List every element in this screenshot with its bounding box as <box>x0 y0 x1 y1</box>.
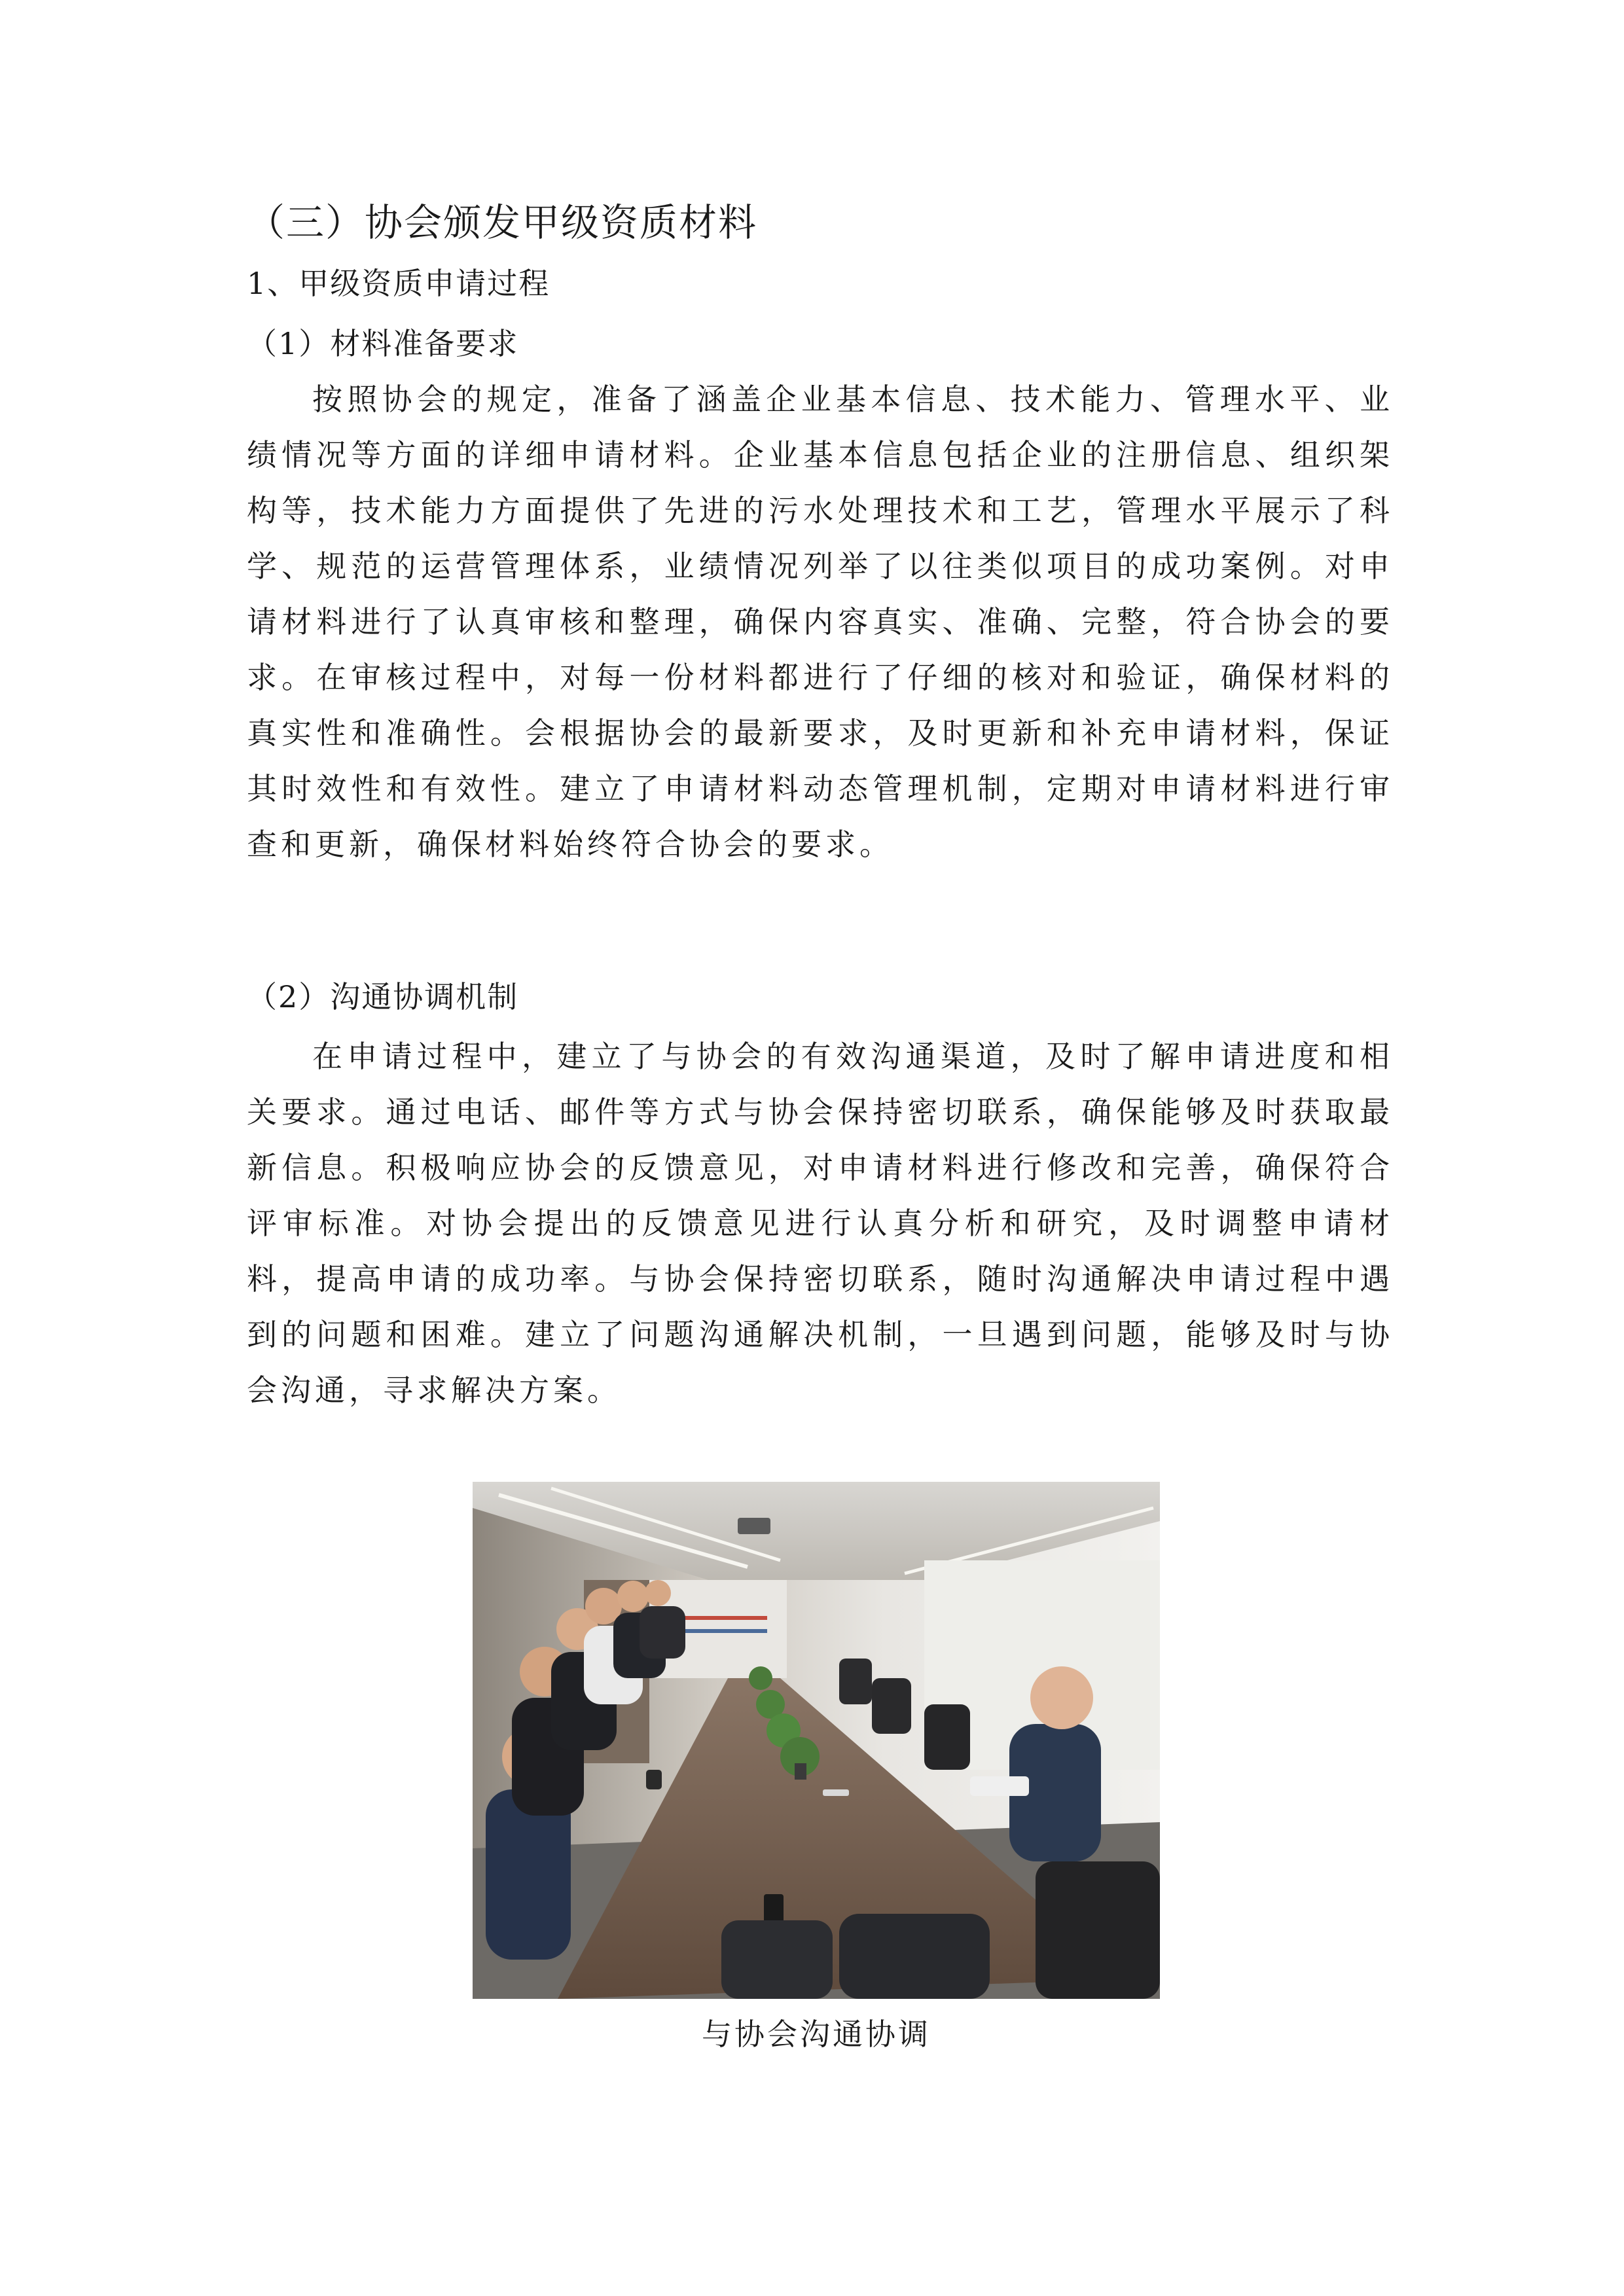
photo-caption: 与协会沟通协调 <box>702 2017 931 2052</box>
subsection-heading: 1、甲级资质申请过程 <box>247 266 550 301</box>
section-title: （三）协会颁发甲级资质材料 <box>247 200 758 245</box>
item-1-heading: （1）材料准备要求 <box>247 326 519 361</box>
meeting-photo <box>473 1482 1160 1999</box>
item-1-paragraph: 按照协会的规定，准备了涵盖企业基本信息、技术能力、管理水平、业绩情况等方面的详细申请材料。企业基本信息包括企业的注册信息、组织架构等，技术能力方面提供了先进的污水处理技术和工艺，管理水平展示了科学、规范的运营管理体系，业绩情况列举了以往类似项目的成功案例。对申请材料进行了认真审核和整理，确保内容真实、准确、完整，符合协会的要求。在审核过程中，对每一份材料都进行了仔细的核对和验证，确保材料的真实性和准确性。会根据协会的最新要求，及时更新和补充申请材料，保证其时效性和有效性。建立了申请材料动态管理机制，定期对申请材料进行审查和更新，确保材料始终符合协会的要求。 <box>247 382 1394 862</box>
item-2-heading: （2）沟通协调机制 <box>247 979 519 1014</box>
item-2-paragraph: 在申请过程中，建立了与协会的有效沟通渠道，及时了解申请进度和相关要求。通过电话、邮件等方式与协会保持密切联系，确保能够及时获取最新信息。积极响应协会的反馈意见，对申请材料进行修改和完善，确保符合评审标准。对协会提出的反馈意见进行认真分析和研究，及时调整申请材料，提高申请的成功率。与协会保持密切联系，随时沟通解决申请过程中遇到的问题和困难。建立了问题沟通解决机制，一旦遇到问题，能够及时与协会沟通，寻求解决方案。 <box>247 1039 1394 1408</box>
